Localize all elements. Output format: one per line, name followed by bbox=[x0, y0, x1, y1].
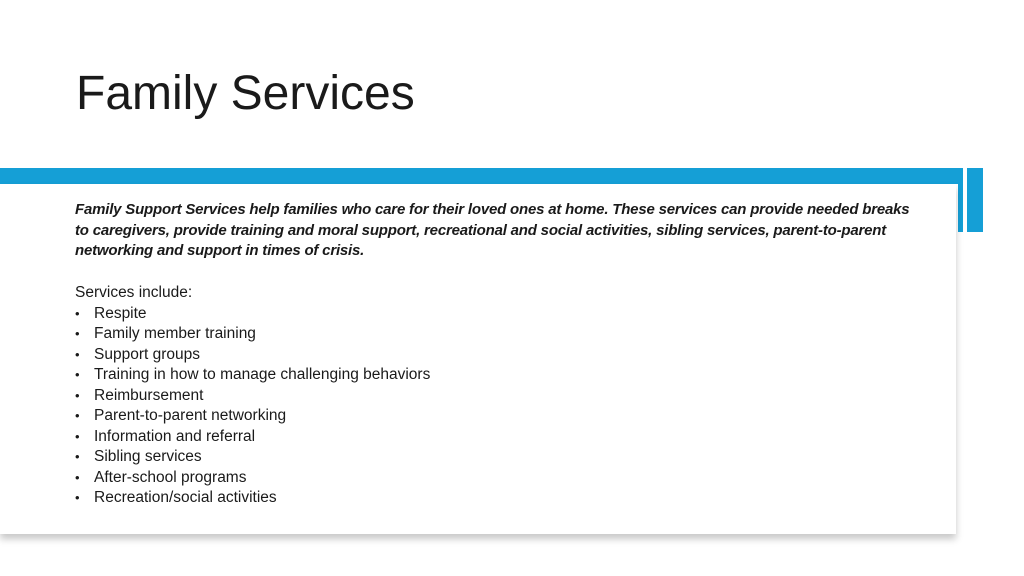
list-item bbox=[75, 304, 430, 325]
list-item-label: Recreation/social activities bbox=[94, 489, 277, 506]
list-item-label: Respite bbox=[94, 304, 147, 322]
list-item-label: After-school programs bbox=[94, 468, 247, 486]
bullet-icon: • bbox=[75, 469, 80, 485]
list-item-label: Family member training bbox=[94, 325, 256, 342]
services-list bbox=[75, 304, 430, 509]
list-item bbox=[75, 324, 430, 345]
list-item-label: Information and referral bbox=[94, 427, 256, 445]
list-item bbox=[75, 427, 430, 448]
list-item bbox=[75, 447, 430, 468]
accent-bar bbox=[0, 168, 958, 184]
list-item bbox=[75, 345, 430, 366]
bullet-icon: • bbox=[75, 490, 80, 505]
list-item-label: Reimbursement bbox=[94, 386, 204, 404]
list-item bbox=[75, 365, 430, 386]
list-item bbox=[75, 468, 430, 489]
list-item-label: Training in how to manage challenging behaviors bbox=[94, 366, 431, 383]
list-item-label: Parent-to-parent networking bbox=[94, 407, 287, 424]
bullet-icon: • bbox=[75, 326, 80, 341]
accent-stripe-thick bbox=[967, 168, 983, 232]
bullet-icon: • bbox=[75, 367, 80, 382]
bullet-icon: • bbox=[75, 305, 80, 321]
intro-paragraph: Family Support Services help families who care for their loved ones at home. These services can provide needed breaks to caregivers, provide training and moral support, recreational and social activities, sibling services, parent-to-parent networking and support in times of crisis. bbox=[75, 201, 910, 259]
accent-stripe-thin bbox=[958, 168, 963, 232]
services-heading: Services include: bbox=[75, 284, 193, 301]
bullet-icon: • bbox=[75, 449, 80, 464]
slide-title: Family Services bbox=[76, 67, 415, 120]
list-item-label: Support groups bbox=[94, 345, 200, 363]
list-item bbox=[75, 488, 430, 509]
bullet-icon: • bbox=[75, 408, 80, 423]
bullet-icon: • bbox=[75, 346, 80, 362]
bullet-icon: • bbox=[75, 428, 80, 444]
bullet-icon: • bbox=[75, 387, 80, 403]
list-item-label: Sibling services bbox=[94, 448, 202, 465]
list-item bbox=[75, 386, 430, 407]
list-item bbox=[75, 406, 430, 427]
